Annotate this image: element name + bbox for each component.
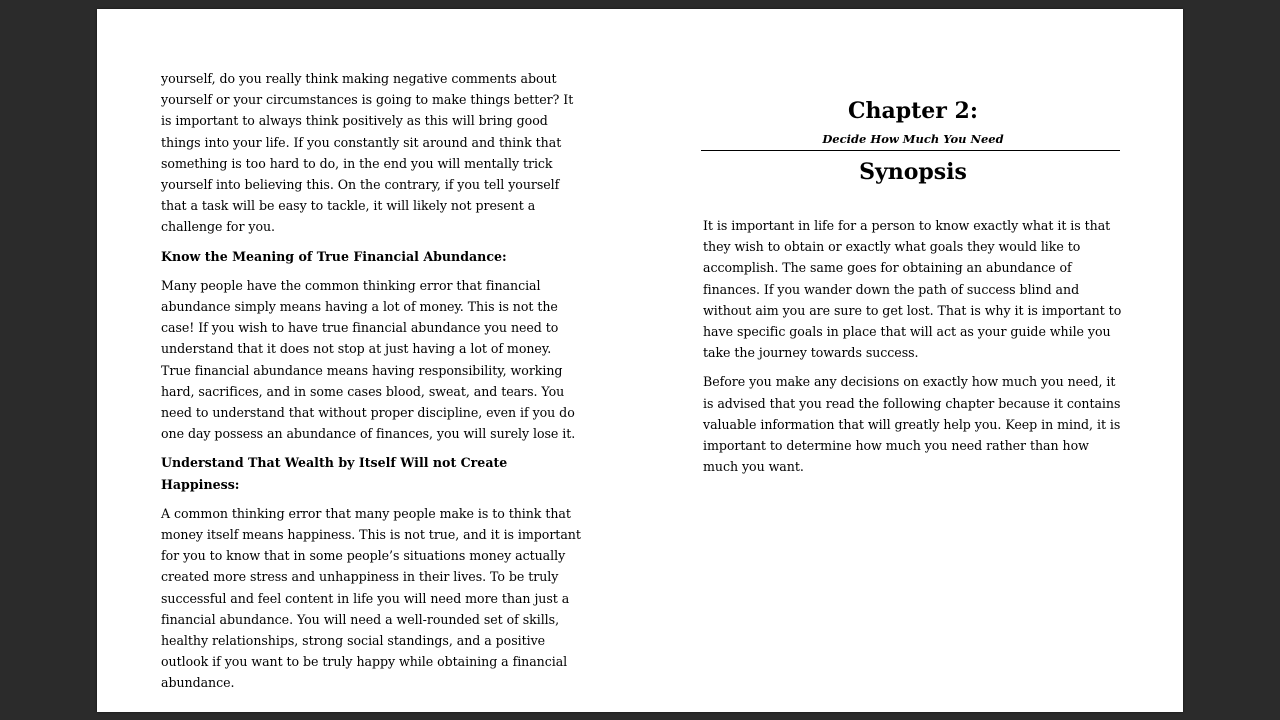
right-page bbox=[703, 9, 1123, 712]
left-page bbox=[161, 9, 581, 712]
section-title: Synopsis bbox=[859, 159, 967, 185]
heading-true-financial-abundance: Know the Meaning of True Financial Abundance: bbox=[161, 248, 507, 264]
intro-paragraph: yourself, do you really think making negative comments about yourself or your circumstances is going to make things better? It is important to always think positively as this will bring good things into your life. If you constantly sit around and think that something is too hard to do, in the end you will mentally trick yourself into believing this. On the contrary, if you tell yourself that a task will be easy to tackle, it will likely not present a challenge for you. bbox=[161, 71, 574, 235]
chapter-title: Chapter 2: bbox=[848, 98, 978, 124]
paragraph-wealth-happiness: A common thinking error that many people make is to think that money itself means happiness. This is not true, and it is important for you to know that in some people’s situations money actually created more stress and unhappiness in their lives. To be truly successful and feel content in life you will need more than just a financial abundance. You will need a well-rounded set of skills, healthy relationships, strong social standings, and a positive outlook if you want to be truly happy while obtaining a financial abundance. bbox=[161, 505, 581, 691]
right-page-content bbox=[703, 215, 1123, 485]
page-spread bbox=[97, 9, 1183, 712]
synopsis-paragraph-2: Before you make any decisions on exactly how much you need, it is advised that you read the following chapter because it contains valuable information that will greatly help you. Keep in mind, it is important to determine how much you need rather than how much you want. bbox=[703, 374, 1121, 475]
heading-wealth-happiness: Understand That Wealth by Itself Will not Create Happiness: bbox=[161, 455, 508, 492]
chapter-subtitle: Decide How Much You Need bbox=[822, 132, 1004, 146]
paragraph-true-financial-abundance: Many people have the common thinking error that financial abundance simply means having a lot of money. This is not the case! If you wish to have true financial abundance you need to understand that it does not stop at just having a lot of money. True financial abundance means having responsibility, working hard, sacrifices, and in some cases blood, sweat, and tears. You need to understand that without proper discipline, even if you do one day possess an abundance of finances, you will surely lose it. bbox=[161, 277, 576, 442]
synopsis-paragraph-1: It is important in life for a person to know exactly what it is that they wish to obtain or exactly what goals they would like to accomplish. The same goes for obtaining an abundance of finances. If you wander down the path of success blind and without aim you are sure to get lost. That is why it is important to have specific goals in place that will act as your guide while you take the journey towards success. bbox=[703, 218, 1122, 361]
left-page-content bbox=[161, 68, 581, 702]
chapter-header bbox=[703, 93, 1123, 193]
